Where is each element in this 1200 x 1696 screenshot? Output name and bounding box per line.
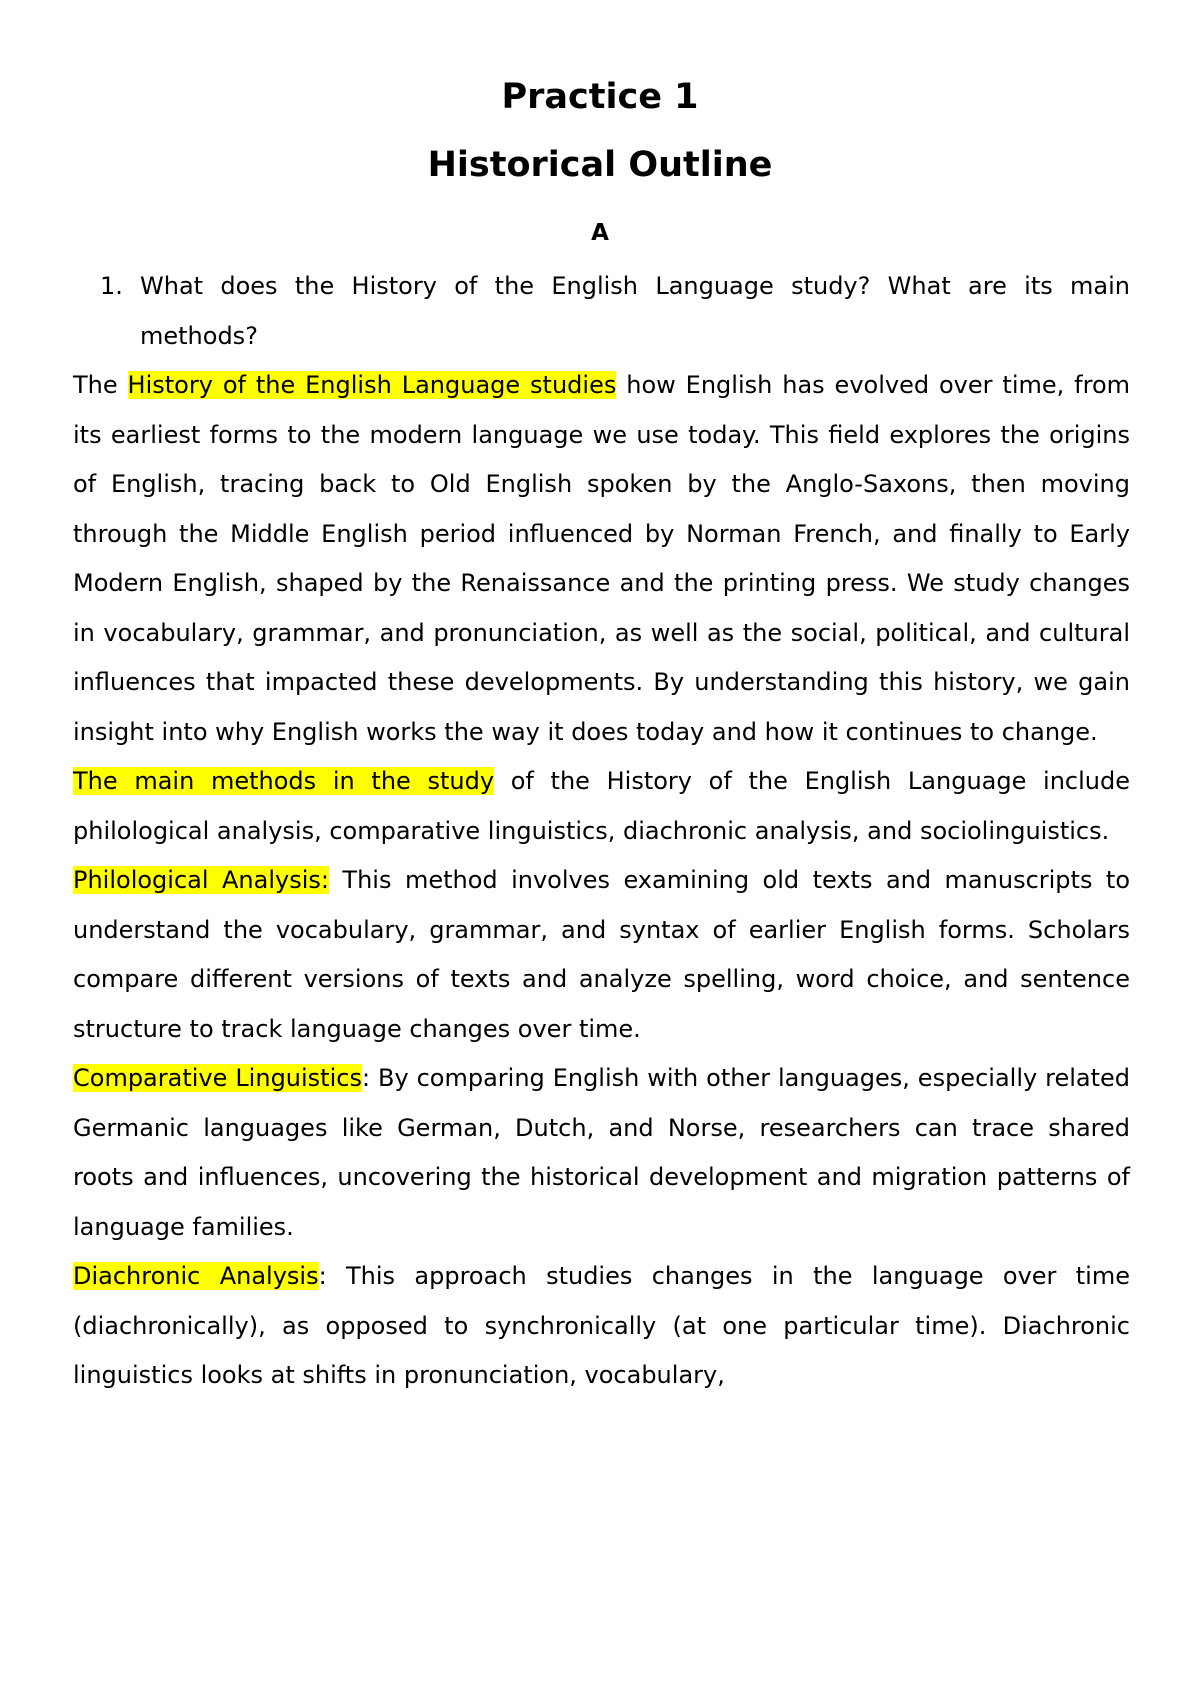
question-item — [100, 262, 1130, 361]
document-subtitle: Historical Outline — [427, 145, 773, 185]
highlighted-phrase: Comparative Linguistics — [73, 1064, 362, 1092]
highlighted-phrase: The main methods in the study — [73, 767, 495, 795]
paragraph-history — [73, 361, 1130, 757]
highlighted-phrase: Philological Analysis: — [73, 866, 329, 894]
section-label: A — [591, 220, 609, 246]
paragraph-text: how English has evolved over time, from its earliest forms to the modern language we use today. This field explores the origins of English, tracing back to Old English spoken by the Anglo-Saxons, then moving through the Middle English period influenced by Norman French, and finally to Early Modern English, shaped by the Renaissance and the printing press. We study changes in vocabulary, grammar, and pronunciation, as well as the social, political, and cultural influences that impacted these developments. By understanding this history, we gain insight into why English works the way it does today and how it continues to change. — [73, 371, 1131, 746]
paragraph-text: : By comparing English with other languages, especially related Germanic languages like German, Dutch, and Norse, researchers can trace shared roots and influences, uncovering the historical development and migration patterns of language families. — [73, 1064, 1131, 1241]
paragraph-text: This method involves examining old texts and manuscripts to understand the vocabulary, grammar, and syntax of earlier English forms. Scholars compare different versions of texts and analyze spelling, word choice, and sentence structure to track language changes over time. — [73, 866, 1131, 1043]
answer-body — [73, 361, 1130, 1401]
question-number: 1. — [100, 272, 123, 300]
paragraph-lead-text: The — [73, 371, 128, 399]
highlighted-phrase: History of the English Language studies — [127, 371, 617, 399]
document-title: Practice 1 — [501, 77, 699, 117]
paragraph-comparative — [73, 1054, 1130, 1252]
paragraph-diachronic — [73, 1252, 1130, 1401]
paragraph-methods — [73, 757, 1130, 856]
paragraph-text: : This approach studies changes in the language over time (diachronically), as opposed to synchronically (at one particular time). Diachronic linguistics looks at shifts in pronunciation, vocabulary, — [73, 1262, 1130, 1389]
highlighted-phrase: Diachronic Analysis — [73, 1262, 319, 1290]
paragraph-philological — [73, 856, 1130, 1054]
question-text: What does the History of the English Language study? What are its main methods? — [140, 272, 1130, 350]
paragraph-text: of the History of the English Language include philological analysis, comparative linguistics, diachronic analysis, and sociolinguistics. — [73, 767, 1130, 845]
